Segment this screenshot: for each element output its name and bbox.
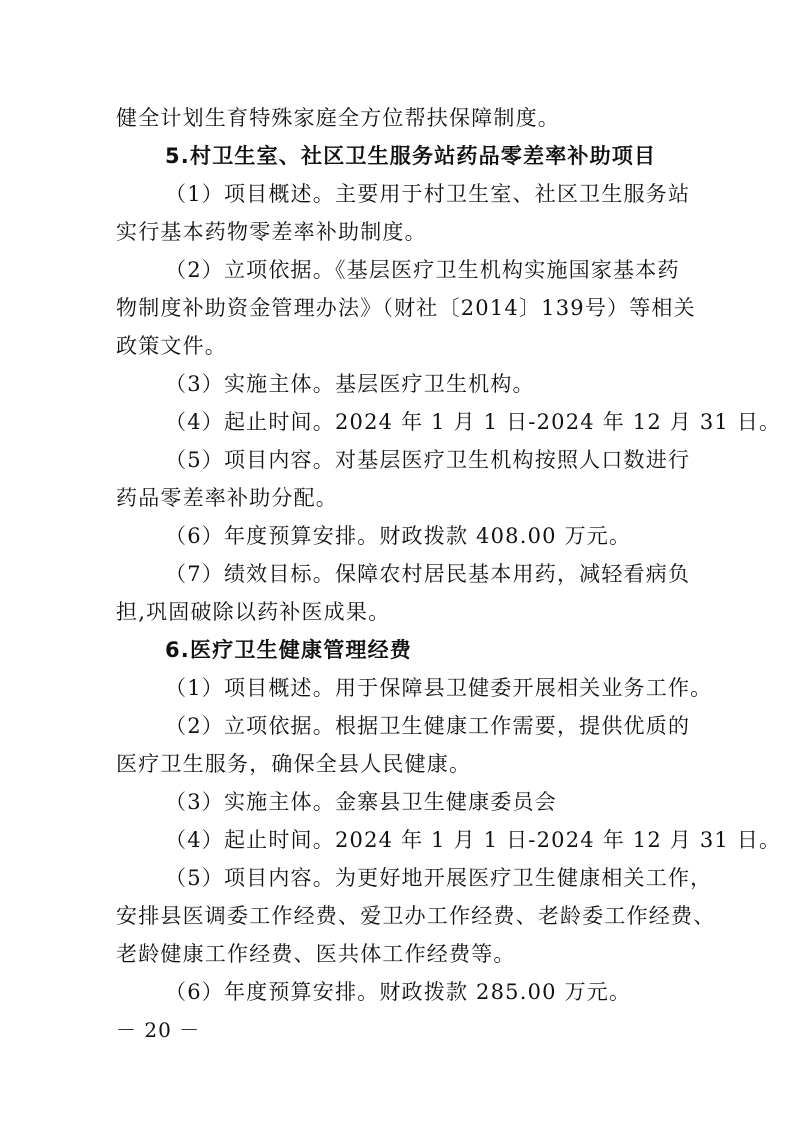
body-text-line: （1）项目概述。用于保障县卫健委开展相关业务工作。: [165, 676, 713, 700]
page-number: － 20 －: [116, 1018, 201, 1042]
body-text-line: （7）绩效目标。保障农村居民基本用药，减轻看病负: [165, 562, 691, 586]
body-text-line: （2）立项依据。《基层医疗卫生机构实施国家基本药: [165, 258, 680, 282]
body-text-line: （5）项目内容。为更好地开展医疗卫生健康相关工作，: [165, 866, 713, 890]
body-text-line: （1）项目概述。主要用于村卫生室、社区卫生服务站: [165, 182, 691, 206]
body-text-line: 实行基本药物零差率补助制度。: [116, 220, 427, 244]
body-text-line: （4）起止时间。2024 年 1 月 1 日-2024 年 12 月 31 日。: [165, 828, 782, 852]
body-text-line: 健全计划生育特殊家庭全方位帮扶保障制度。: [116, 106, 560, 130]
body-text-line: （4）起止时间。2024 年 1 月 1 日-2024 年 12 月 31 日。: [165, 410, 782, 434]
body-text-line: 老龄健康工作经费、医共体工作经费等。: [116, 942, 516, 966]
body-text-line: 药品零差率补助分配。: [116, 486, 338, 510]
body-text-line: （3）实施主体。金寨县卫生健康委员会: [165, 790, 557, 814]
section-heading: 6.医疗卫生健康管理经费: [165, 638, 412, 662]
body-text-line: 安排县医调委工作经费、爱卫办工作经费、老龄委工作经费、: [116, 904, 716, 928]
body-text-line: （6）年度预算安排。财政拨款 285.00 万元。: [165, 980, 632, 1004]
body-text-line: （5）项目内容。对基层医疗卫生机构按照人口数进行: [165, 448, 691, 472]
body-text-line: 担,巩固破除以药补医成果。: [116, 600, 391, 624]
body-text-line: （3）实施主体。基层医疗卫生机构。: [165, 372, 535, 396]
body-text-line: （2）立项依据。根据卫生健康工作需要，提供优质的: [165, 714, 691, 738]
body-text-line: 物制度补助资金管理办法》（财社〔2014〕139号）等相关: [116, 296, 696, 320]
body-text-line: （6）年度预算安排。财政拨款 408.00 万元。: [165, 524, 632, 548]
body-text-line: 医疗卫生服务，确保全县人民健康。: [116, 752, 472, 776]
body-text-line: 政策文件。: [116, 334, 227, 358]
section-heading: 5.村卫生室、社区卫生服务站药品零差率补助项目: [165, 144, 657, 168]
